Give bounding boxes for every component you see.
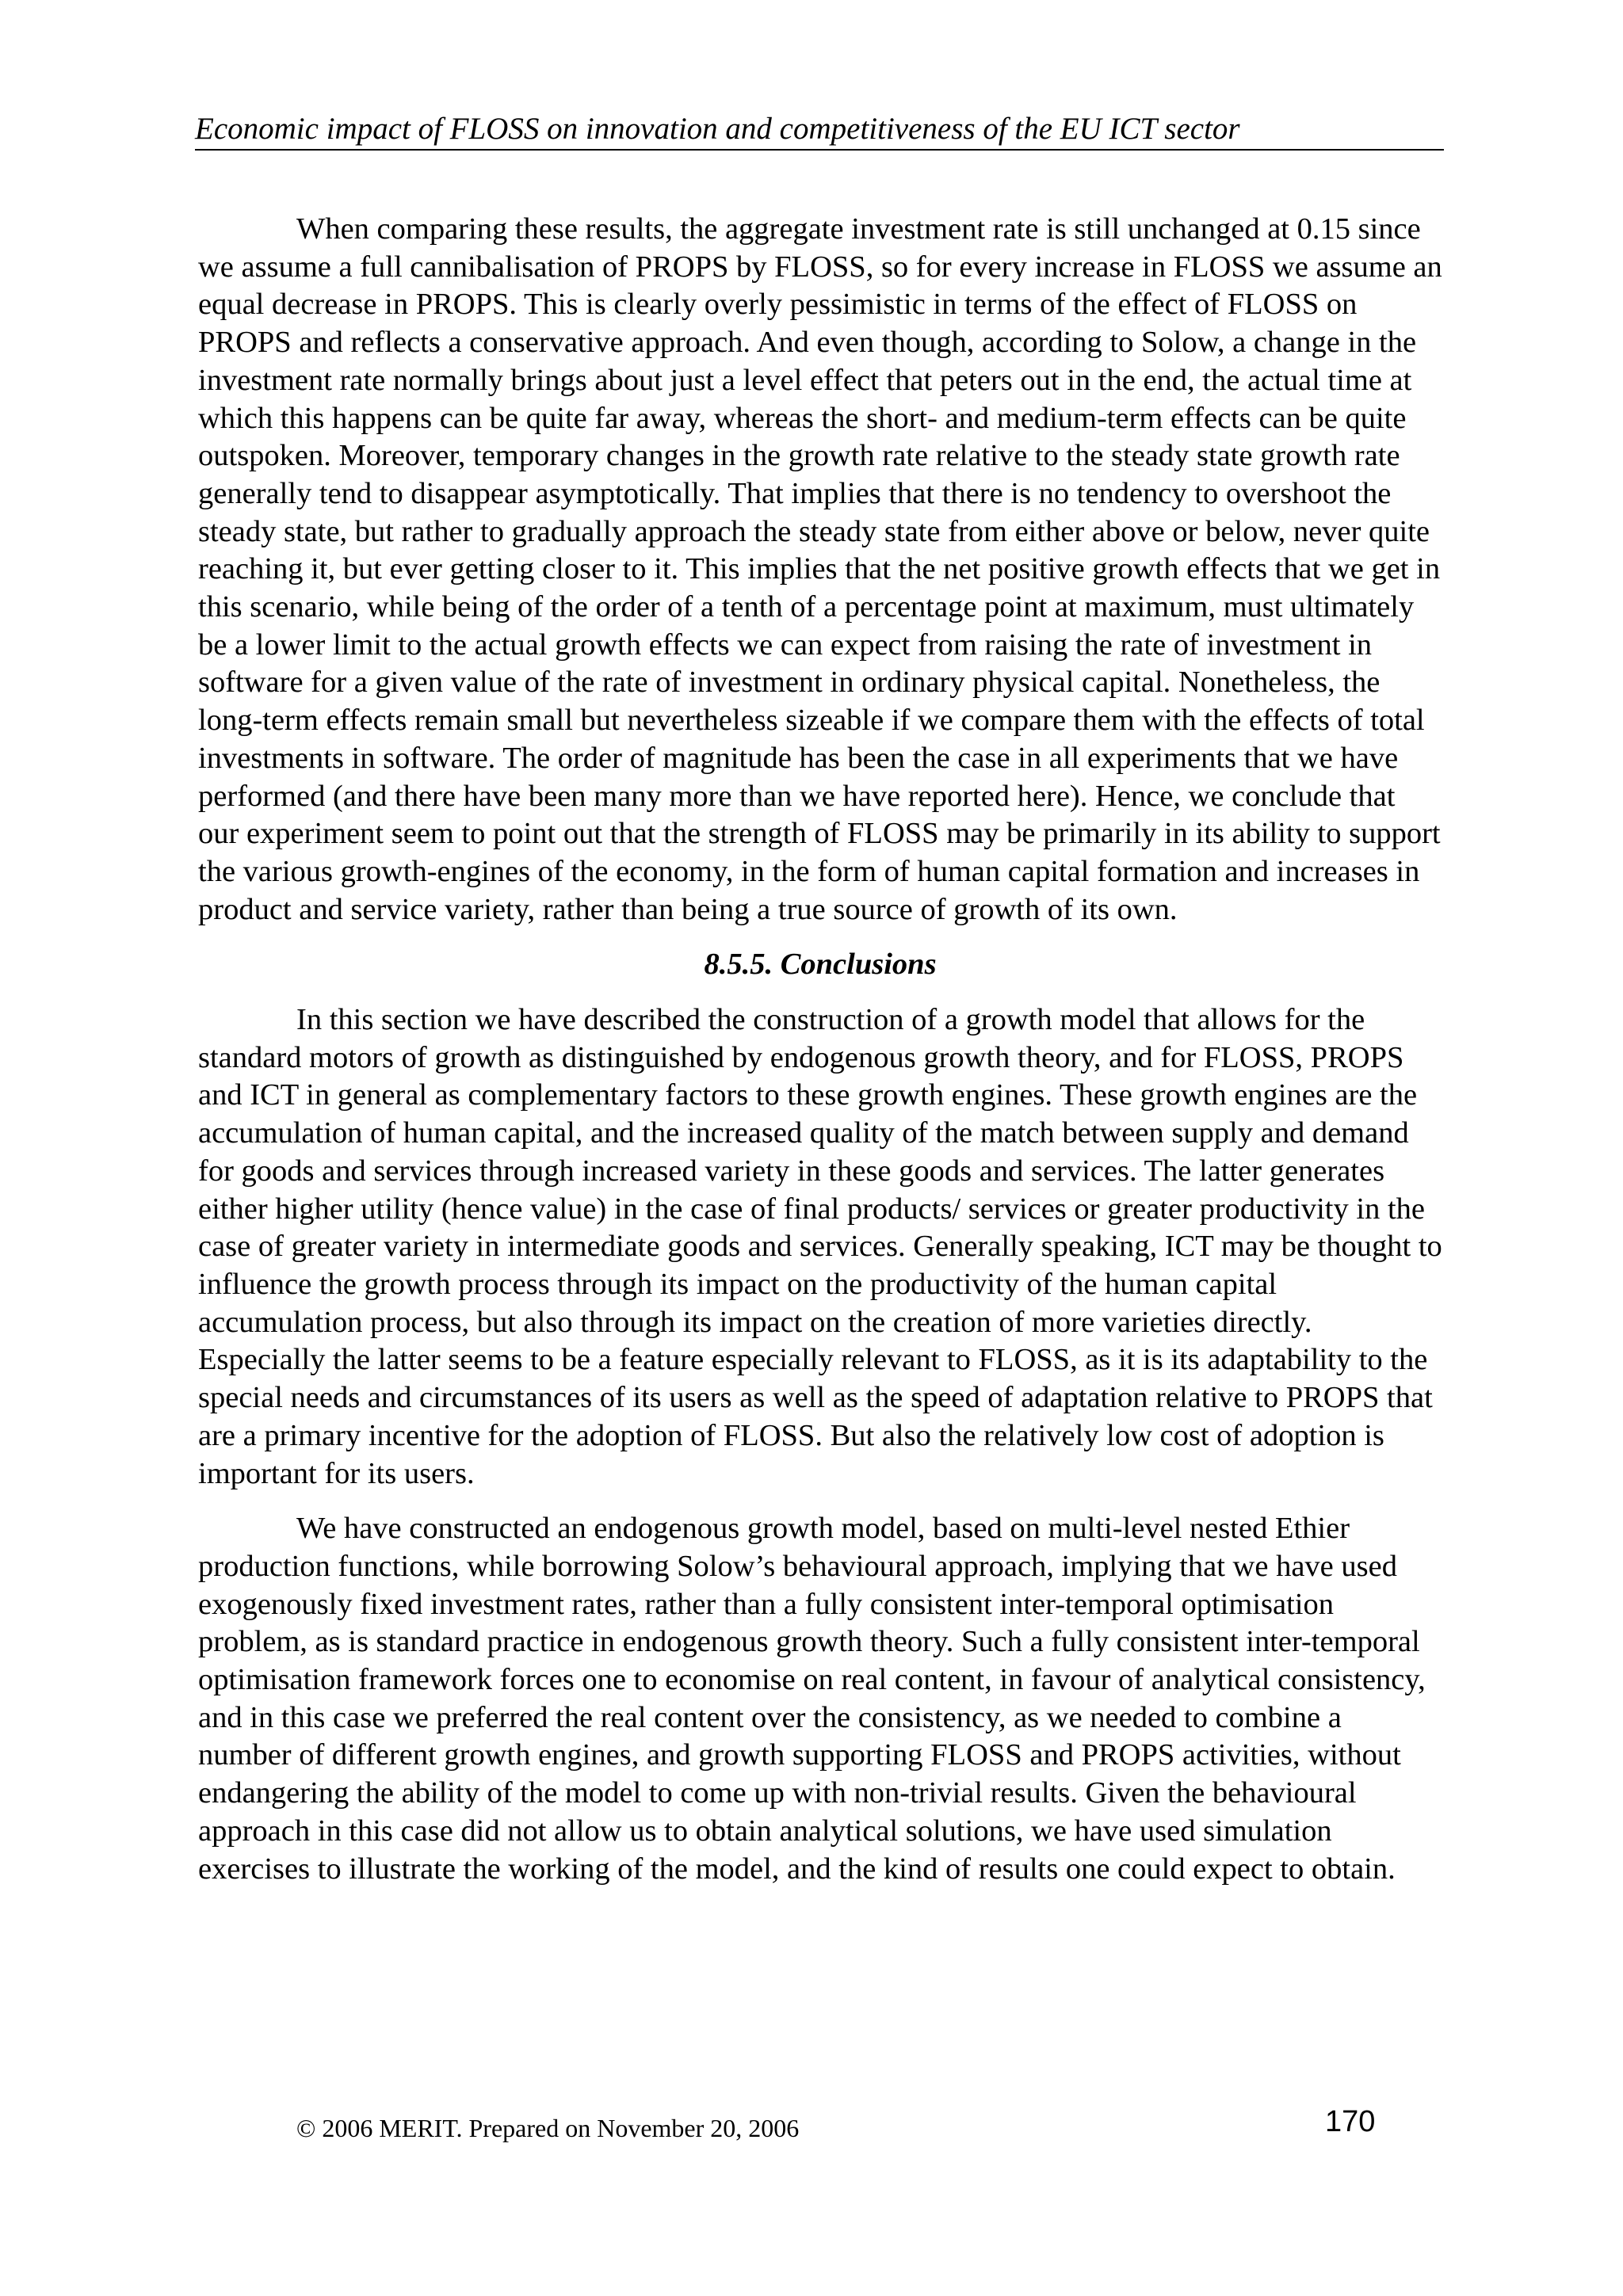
paragraph-conclusions-2: We have constructed an endogenous growth model, based on multi-level nested Ethier production functions, while borrowing Solow’s behavioural approach, implying that we have used exogenously fixed investment rates, rather than a fully consistent inter-temporal optimisation problem, as is standard practice in endogenous growth theory. Such a fully consistent inter-temporal optimisation framework forces one to economise on real content, in favour of analytical consistency, and in this case we preferred the real content over the consistency, as we needed to combine a number of different growth engines, and growth supporting FLOSS and PROPS activities, without endangering the ability of the model to come up with non-trivial results. Given the behavioural approach in this case did not allow us to obtain analytical solutions, we have used simulation exercises to illustrate the working of the model, and the kind of results one could expect to obtain.	[198, 1512, 1426, 1886]
page-number: 170	[1325, 2105, 1376, 2138]
section-heading: 8.5.5. Conclusions	[704, 948, 937, 982]
paragraph-conclusions-1: In this section we have described the construction of a growth model that allows for the standard motors of growth as distinguished by endogenous growth theory, and for FLOSS, PROPS and ICT in general as complementary factors to these growth engines. These growth engines are the accumulation of human capital, and the increased quality of the match between supply and demand for goods and services through increased variety in these goods and services. The latter generates either higher utility (hence value) in the case of final products/ services or greater productivity in the case of greater variety in intermediate goods and services. Generally speaking, ICT may be thought to influence the growth process through its impact on the productivity of the human capital accumulation process, but also through its impact on the creation of more varieties directly. Especially the latter seems to be a feature especially relevant to FLOSS, as it is its adaptability to the special needs and circumstances of its users as well as the speed of adaptation relative to PROPS that are a primary incentive for the adoption of FLOSS. But also the relatively low cost of adoption is important for its users.	[198, 1003, 1442, 1490]
paragraph-results-discussion: When comparing these results, the aggregate investment rate is still unchanged at 0.15 since we assume a full cannibalisation of PROPS by FLOSS, so for every increase in FLOSS we assume an equal decrease in PROPS. This is clearly overly pessimistic in terms of the effect of FLOSS on PROPS and reflects a conservative approach. And even though, according to Solow, a change in the investment rate normally brings about just a level effect that peters out in the end, the actual time at which this happens can be quite far away, whereas the short- and medium-term effects can be quite outspoken. Moreover, temporary changes in the growth rate relative to the steady state growth rate generally tend to disappear asymptotically. That implies that there is no tendency to overshoot the steady state, but rather to gradually approach the steady state from either above or below, never quite reaching it, but ever getting closer to it. This implies that the net positive growth effects that we get in this scenario, while being of the order of a tenth of a percentage point at maximum, must ultimately be a lower limit to the actual growth effects we can expect from raising the rate of investment in software for a given value of the rate of investment in ordinary physical capital. Nonetheless, the long-term effects remain small but nevertheless sizeable if we compare them with the effects of total investments in software. The order of magnitude has been the case in all experiments that we have performed (and there have been many more than we have reported here). Hence, we conclude that our experiment seem to point out that the strength of FLOSS may be primarily in its ability to support the various growth-engines of the economy, in the form of human capital formation and increases in product and service variety, rather than being a true source of growth of its own.	[198, 212, 1442, 926]
footer-copyright: © 2006 MERIT. Prepared on November 20, 2006	[296, 2114, 800, 2142]
running-header: Economic impact of FLOSS on innovation and competitiveness of the EU ICT sector	[195, 111, 1444, 151]
document-body	[198, 211, 1442, 1905]
